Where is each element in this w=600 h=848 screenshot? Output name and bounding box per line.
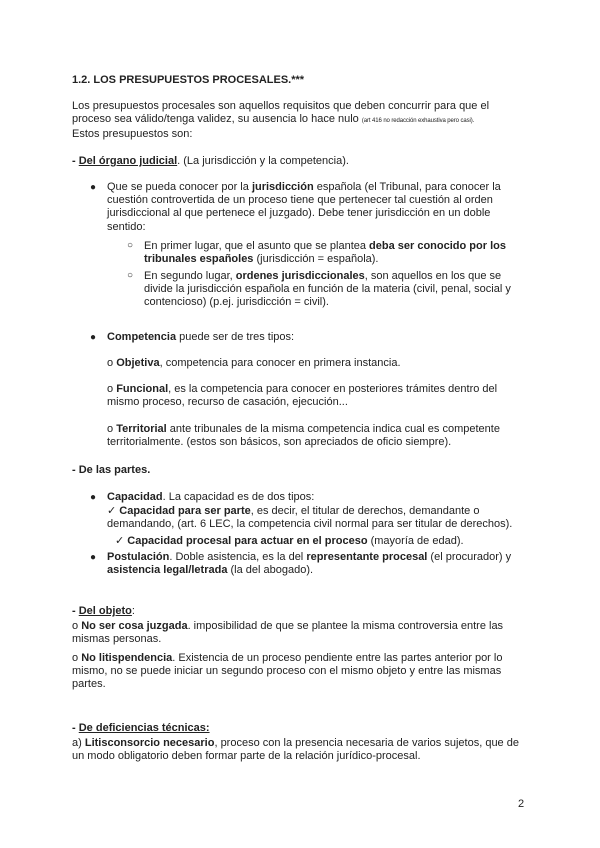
competencia-funcional: o Funcional, es la competencia para conocer en posteriores trámites dentro del mismo proceso, recurso de casación, ejecución... — [107, 383, 498, 409]
litisconsorcio: a) Litisconsorcio necesario, proceso con la presencia necesaria de varios sujetos, que de un modo obligatorio deben formar parte de la relación jurídico-procesal. — [72, 737, 519, 763]
capacidad-ser-parte: ✓ Capacidad para ser parte, es decir, el titular de derechos, demandante o demandando, (art. 6 LEC, la competencia civil normal para ser titular de derechos). — [107, 505, 513, 531]
litispendencia: o No litispendencia. Existencia de un proceso pendiente entre las partes anterior por lo mismo, no se puede iniciar un segundo proceso con el mismo objeto y entre las mismas partes. — [72, 652, 503, 691]
intro-paragraph: Los presupuestos procesales son aquellos requisitos que deben concurrir para que el proceso sea válido/tenga validez, su ausencia lo hace nulo (art 416 no redacción exhaustiva pero casi). Estos presupuestos son: — [72, 100, 490, 141]
bullet-icon: ● — [90, 552, 97, 563]
objeto-heading: - Del objeto: — [72, 605, 135, 617]
jurisdiccion-sub-2: En segundo lugar, ordenes jurisdiccionales, son aquellos en los que se divide la jurisdicción española en función de la materia (civil, penal, social y contencioso) (p.ej. jurisdicción = civil). — [144, 270, 511, 309]
circle-bullet-icon: ○ — [127, 270, 134, 281]
cosa-juzgada: o No ser cosa juzgada. imposibilidad de que se plantee la misma controversia entre las mismas personas. — [72, 620, 504, 646]
page-number: 2 — [518, 798, 525, 810]
jurisdiccion-sub-1: En primer lugar, que el asunto que se plantea deba ser conocido por los tribunales españoles (jurisdicción = española). — [144, 240, 506, 266]
circle-bullet-icon: ○ — [127, 240, 134, 251]
bullet-icon: ● — [90, 332, 97, 343]
capacidad-item: Capacidad. La capacidad es de dos tipos: — [107, 491, 315, 503]
competencia-territorial: o Territorial ante tribunales de la misma competencia indica cual es competente territorialmente. (estos son básicos, son apreciados de oficio siempre). — [107, 423, 500, 449]
jurisdiccion-item: Que se pueda conocer por la jurisdicción española (el Tribunal, para conocer la cuestión controvertida de un proceso tiene que pertenecer tal cuestión al orden jurisdiccional al que pertenece el juzgado). Debe tener jurisdicción en un doble sentido: — [107, 181, 501, 233]
capacidad-procesal: ✓ Capacidad procesal para actuar en el proceso (mayoría de edad). — [115, 535, 464, 547]
organo-heading: - Del órgano judicial. (La jurisdicción y la competencia). — [72, 155, 349, 167]
check-icon: ✓ — [115, 535, 128, 547]
section-title: 1.2. LOS PRESUPUESTOS PROCESALES.*** — [72, 74, 305, 86]
bullet-icon: ● — [90, 182, 97, 193]
competencia-objetiva: o Objetiva, competencia para conocer en primera instancia. — [107, 357, 401, 369]
partes-heading: - De las partes. — [72, 464, 151, 476]
bullet-icon: ● — [90, 492, 97, 503]
check-icon: ✓ — [107, 505, 120, 517]
deficiencias-heading: - De deficiencias técnicas: — [72, 722, 210, 734]
competencia-item: Competencia puede ser de tres tipos: — [107, 331, 295, 343]
postulacion-item: Postulación. Doble asistencia, es la del representante procesal (el procurador) y asistencia legal/letrada (la del abogado). — [107, 551, 512, 577]
